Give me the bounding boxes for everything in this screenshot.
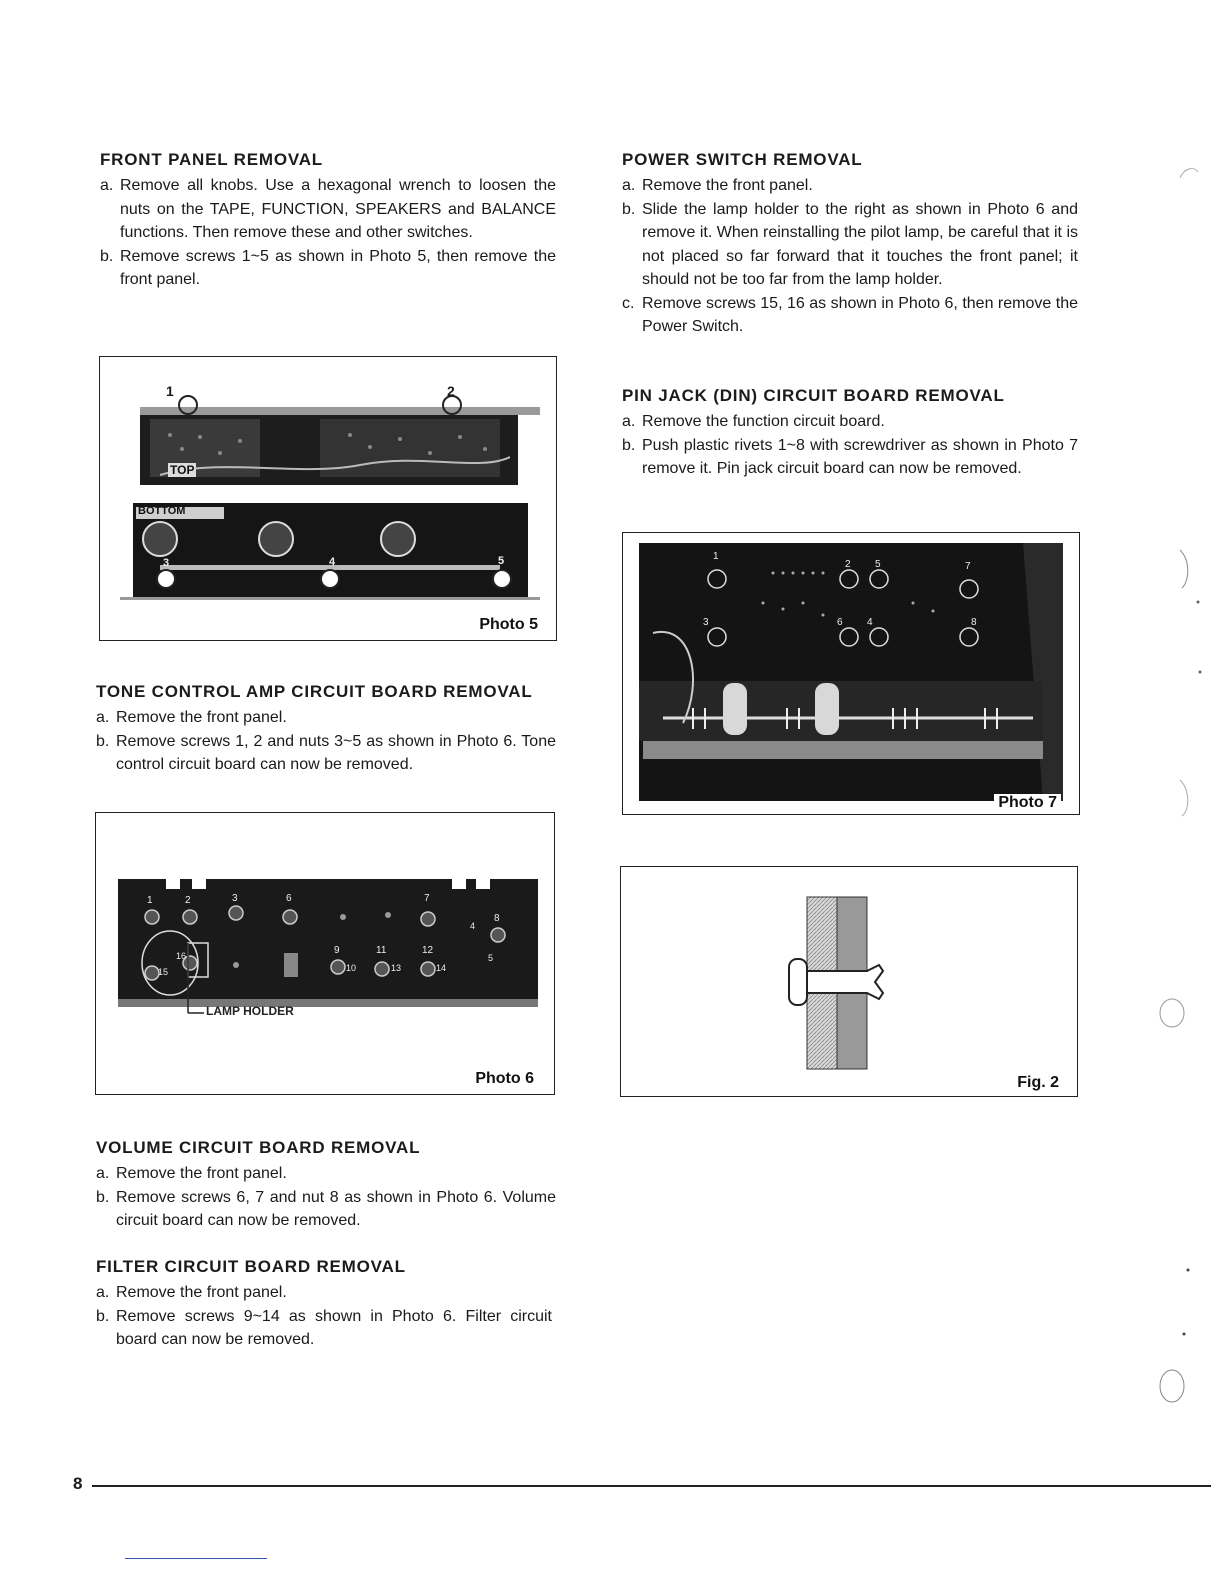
photo-7 bbox=[622, 532, 1080, 815]
photo-caption: Photo 5 bbox=[479, 616, 538, 633]
rivet-diagram bbox=[621, 867, 1077, 1096]
screw-label: 4 bbox=[470, 921, 476, 931]
screw-label: 5 bbox=[488, 953, 494, 963]
screw-label: 1 bbox=[166, 383, 174, 399]
step-text: Slide the lamp holder to the right as shown in Photo 6 and remove it. When reinstalling the pilot lamp, be careful that it is not placed so far forward that it touches the front panel; it should not be too far from the lamp holder. bbox=[642, 200, 1078, 288]
section-title: TONE CONTROL AMP CIRCUIT BOARD REMOVAL bbox=[96, 682, 533, 701]
screw-label: 16 bbox=[176, 951, 187, 961]
bottom-link-rule bbox=[125, 1558, 267, 1559]
screw-label: 13 bbox=[391, 963, 402, 973]
step-letter: a. bbox=[96, 1165, 110, 1182]
rivet-label: 8 bbox=[971, 617, 977, 628]
section-title: POWER SWITCH REMOVAL bbox=[622, 150, 863, 169]
photo-6 bbox=[95, 812, 555, 1095]
step-letter: a. bbox=[622, 413, 636, 430]
figure-caption: Fig. 2 bbox=[1017, 1074, 1059, 1091]
screw-label: 2 bbox=[447, 383, 455, 399]
step bbox=[100, 174, 556, 245]
margin-marks bbox=[1140, 150, 1220, 1410]
rivet-label: 1 bbox=[713, 551, 719, 562]
step-text: Remove screws 9~14 as shown in Photo 6. Filter circuit board can now be removed. bbox=[116, 1307, 552, 1348]
step bbox=[96, 1305, 552, 1352]
section-filter-removal bbox=[96, 1257, 552, 1352]
step bbox=[622, 174, 1078, 198]
screw-label: 8 bbox=[494, 913, 500, 924]
screw-label: 11 bbox=[376, 945, 387, 956]
screw-label: 3 bbox=[163, 557, 170, 569]
screw-label: 15 bbox=[158, 967, 169, 977]
lamp-holder-label: LAMP HOLDER bbox=[206, 1004, 294, 1018]
step-text: Remove screws 1, 2 and nuts 3~5 as shown in Photo 6. Tone control circuit board can now be removed. bbox=[116, 732, 556, 773]
figure-2 bbox=[620, 866, 1078, 1097]
step-text: Remove screws 15, 16 as shown in Photo 6, then remove the Power Switch. bbox=[642, 294, 1078, 335]
section-title: FILTER CIRCUIT BOARD REMOVAL bbox=[96, 1257, 406, 1276]
step bbox=[622, 434, 1078, 481]
step-text: Remove the front panel. bbox=[116, 1165, 287, 1182]
step bbox=[622, 198, 1078, 292]
step-text: Remove all knobs. Use a hexagonal wrench to loosen the nuts on the TAPE, FUNCTION, SPEAKERS and BALANCE functions. Then remove these and other switches. bbox=[120, 177, 556, 241]
rivet-label: 2 bbox=[845, 559, 851, 570]
step bbox=[96, 1162, 556, 1186]
step bbox=[96, 1281, 552, 1305]
step-text: Push plastic rivets 1~8 with screwdriver as shown in Photo 7 remove it. Pin jack circuit board can now be removed. bbox=[642, 436, 1078, 477]
step-letter: a. bbox=[96, 1284, 110, 1301]
screw-label: 2 bbox=[185, 895, 191, 906]
photo-6-image bbox=[96, 813, 554, 1094]
step-text: Remove the front panel. bbox=[116, 1284, 287, 1301]
screw-label: 9 bbox=[334, 945, 340, 956]
rivet-label: 5 bbox=[875, 559, 881, 570]
step-letter: b. bbox=[100, 247, 114, 265]
screw-label: 3 bbox=[232, 893, 238, 904]
screw-label: 1 bbox=[147, 895, 153, 906]
screw-label: 5 bbox=[498, 555, 505, 567]
step bbox=[622, 292, 1078, 339]
section-title: PIN JACK (DIN) CIRCUIT BOARD REMOVAL bbox=[622, 386, 1005, 405]
photo-caption: Photo 6 bbox=[475, 1070, 534, 1087]
rivet-label: 3 bbox=[703, 617, 709, 628]
rivet-label: 7 bbox=[965, 561, 971, 572]
step-text: Remove the front panel. bbox=[642, 177, 813, 194]
step-letter: b. bbox=[96, 732, 110, 750]
step-letter: b. bbox=[622, 436, 636, 454]
step bbox=[100, 245, 556, 292]
top-label: TOP bbox=[170, 463, 195, 477]
footer-rule bbox=[92, 1485, 1211, 1487]
bottom-label: BOTTOM bbox=[138, 505, 186, 517]
photo-caption: Photo 7 bbox=[994, 794, 1061, 812]
screw-label: 4 bbox=[329, 556, 336, 568]
section-front-panel-removal bbox=[100, 150, 556, 292]
screw-label: 6 bbox=[286, 893, 292, 904]
step-letter: a. bbox=[100, 177, 114, 194]
rivet-label: 4 bbox=[867, 617, 873, 628]
step-text: Remove screws 6, 7 and nut 8 as shown in Photo 6. Volume circuit board can now be removed. bbox=[116, 1188, 556, 1229]
step-text: Remove the function circuit board. bbox=[642, 413, 885, 430]
section-tone-control-removal bbox=[96, 682, 556, 777]
photo-5-image bbox=[100, 357, 556, 640]
section-pin-jack-removal bbox=[622, 386, 1078, 481]
step-letter: b. bbox=[96, 1307, 110, 1325]
screw-label: 12 bbox=[422, 945, 434, 956]
section-volume-removal bbox=[96, 1138, 556, 1233]
step-letter: a. bbox=[622, 177, 636, 194]
screw-label: 7 bbox=[424, 893, 430, 904]
step-letter: c. bbox=[622, 294, 635, 312]
screw-label: 14 bbox=[436, 963, 447, 973]
step-text: Remove screws 1~5 as shown in Photo 5, then remove the front panel. bbox=[120, 247, 556, 288]
section-title: FRONT PANEL REMOVAL bbox=[100, 150, 323, 169]
section-title: VOLUME CIRCUIT BOARD REMOVAL bbox=[96, 1138, 421, 1157]
step-text: Remove the front panel. bbox=[116, 709, 287, 726]
section-power-switch-removal bbox=[622, 150, 1078, 339]
step-letter: a. bbox=[96, 709, 110, 726]
step bbox=[622, 410, 1078, 434]
step-letter: b. bbox=[622, 200, 636, 218]
photo-5 bbox=[99, 356, 557, 641]
photo-7-image bbox=[623, 533, 1079, 814]
rivet-label: 6 bbox=[837, 617, 843, 628]
step-letter: b. bbox=[96, 1188, 110, 1206]
step bbox=[96, 1186, 556, 1233]
page-number: 8 bbox=[73, 1474, 83, 1493]
step bbox=[96, 730, 556, 777]
screw-label: 10 bbox=[346, 963, 357, 973]
step bbox=[96, 706, 556, 730]
